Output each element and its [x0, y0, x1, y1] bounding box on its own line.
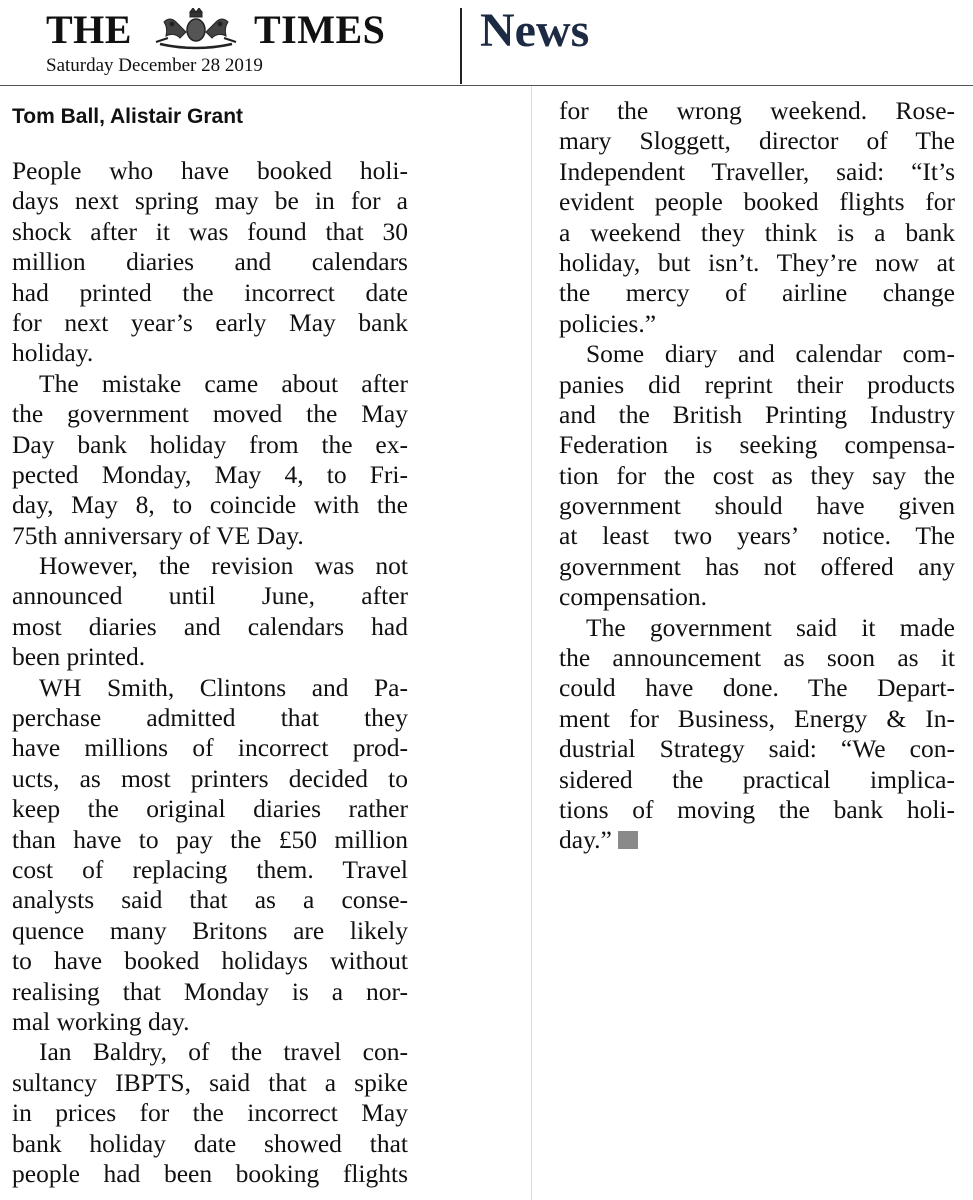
logo-the-word: THE [46, 7, 132, 52]
article-line: day.” [559, 825, 955, 855]
article-line: had printed the incorrect date [12, 277, 408, 307]
article-line: keep the original diaries rather [12, 794, 408, 824]
article-line: in prices for the incorrect May [12, 1098, 408, 1128]
article-line: Ian Baldry, of the travel con- [39, 1037, 408, 1067]
article-line: The mistake came about after [39, 368, 408, 398]
article-left-column [12, 156, 408, 1189]
masthead-rule [0, 85, 973, 86]
article-line: tions of moving the bank holi- [559, 794, 955, 824]
publication-date: Saturday December 28 2019 [46, 55, 263, 76]
the-times-logo [46, 8, 396, 52]
article-line: mary Sloggett, director of The [559, 126, 955, 156]
article-line: mal working day. [12, 1006, 190, 1036]
article-line: realising that Monday is a nor- [12, 976, 408, 1006]
article-line: to have booked holidays without [12, 946, 408, 976]
article-line: holiday. [12, 338, 94, 368]
article-line: day, May 8, to coincide with the [12, 490, 408, 520]
article-line: government has not offered any [559, 551, 955, 581]
masthead-divider [460, 8, 462, 84]
article-line: panies did reprint their products [559, 369, 955, 399]
article-line: People who have booked holi- [12, 156, 408, 185]
article-line: cost of replacing them. Travel [12, 854, 408, 884]
article-line: the mercy of airline change [559, 278, 955, 308]
article-line: for the wrong weekend. Rose- [559, 96, 955, 125]
byline: Tom Ball, Alistair Grant [12, 105, 244, 128]
logo-times-word: TIMES [254, 7, 386, 52]
royal-crest-icon [146, 8, 246, 52]
article-line: The government said it made [586, 612, 955, 642]
article-line: bank holiday date showed that [12, 1128, 408, 1158]
masthead [0, 0, 973, 86]
article-line: been printed. [12, 642, 146, 672]
end-of-article-mark [618, 831, 638, 849]
article-line: than have to pay the £50 million [12, 824, 408, 854]
article-line: and the British Printing Industry [559, 399, 955, 429]
article-line: policies.” [559, 308, 657, 338]
article-line: shock after it was found that 30 [12, 216, 408, 246]
article-line: government should have given [559, 491, 955, 521]
article-line: compensation. [559, 582, 708, 612]
article-line: ment for Business, Energy & In- [559, 703, 955, 733]
section-label: News [480, 4, 590, 57]
article-line: 75th anniversary of VE Day. [12, 520, 304, 550]
article-line: WH Smith, Clintons and Pa- [39, 672, 408, 702]
article-line: ucts, as most printers decided to [12, 763, 408, 793]
article-line: for next year’s early May bank [12, 307, 408, 337]
article-line: announced until June, after [12, 581, 408, 611]
article-line: Some diary and calendar com- [586, 339, 955, 369]
article-line: most diaries and calendars had [12, 611, 408, 641]
article-line: quence many Britons are likely [12, 915, 408, 945]
article-line: However, the revision was not [39, 551, 408, 581]
article-line: the announcement as soon as it [559, 643, 955, 673]
article-line: Federation is seeking compensa- [559, 430, 955, 460]
article-line: holiday, but isn’t. They’re now at [559, 247, 955, 277]
article-line: have millions of incorrect prod- [12, 733, 408, 763]
article-line: perchase admitted that they [12, 703, 408, 733]
article-line: a weekend they think is a bank [559, 217, 955, 247]
column-separator [531, 86, 532, 1200]
article-line: Day bank holiday from the ex- [12, 429, 408, 459]
article-line: days next spring may be in for a [12, 186, 408, 216]
article-line: people had been booking flights [12, 1158, 408, 1188]
article-line: tion for the cost as they say the [559, 460, 955, 490]
article-line: sidered the practical implica- [559, 764, 955, 794]
article-line: million diaries and calendars [12, 247, 408, 277]
article-line: Independent Traveller, said: “It’s [559, 156, 955, 186]
article-line: sultancy IBPTS, said that a spike [12, 1067, 408, 1097]
article-line: could have done. The Depart- [559, 673, 955, 703]
article-line: the government moved the May [12, 399, 408, 429]
article-line: pected Monday, May 4, to Fri- [12, 459, 408, 489]
article-line: analysts said that as a conse- [12, 885, 408, 915]
article-right-column [559, 96, 955, 856]
article-line: dustrial Strategy said: “We con- [559, 734, 955, 764]
article-line: evident people booked flights for [559, 187, 955, 217]
article-line: at least two years’ notice. The [559, 521, 955, 551]
